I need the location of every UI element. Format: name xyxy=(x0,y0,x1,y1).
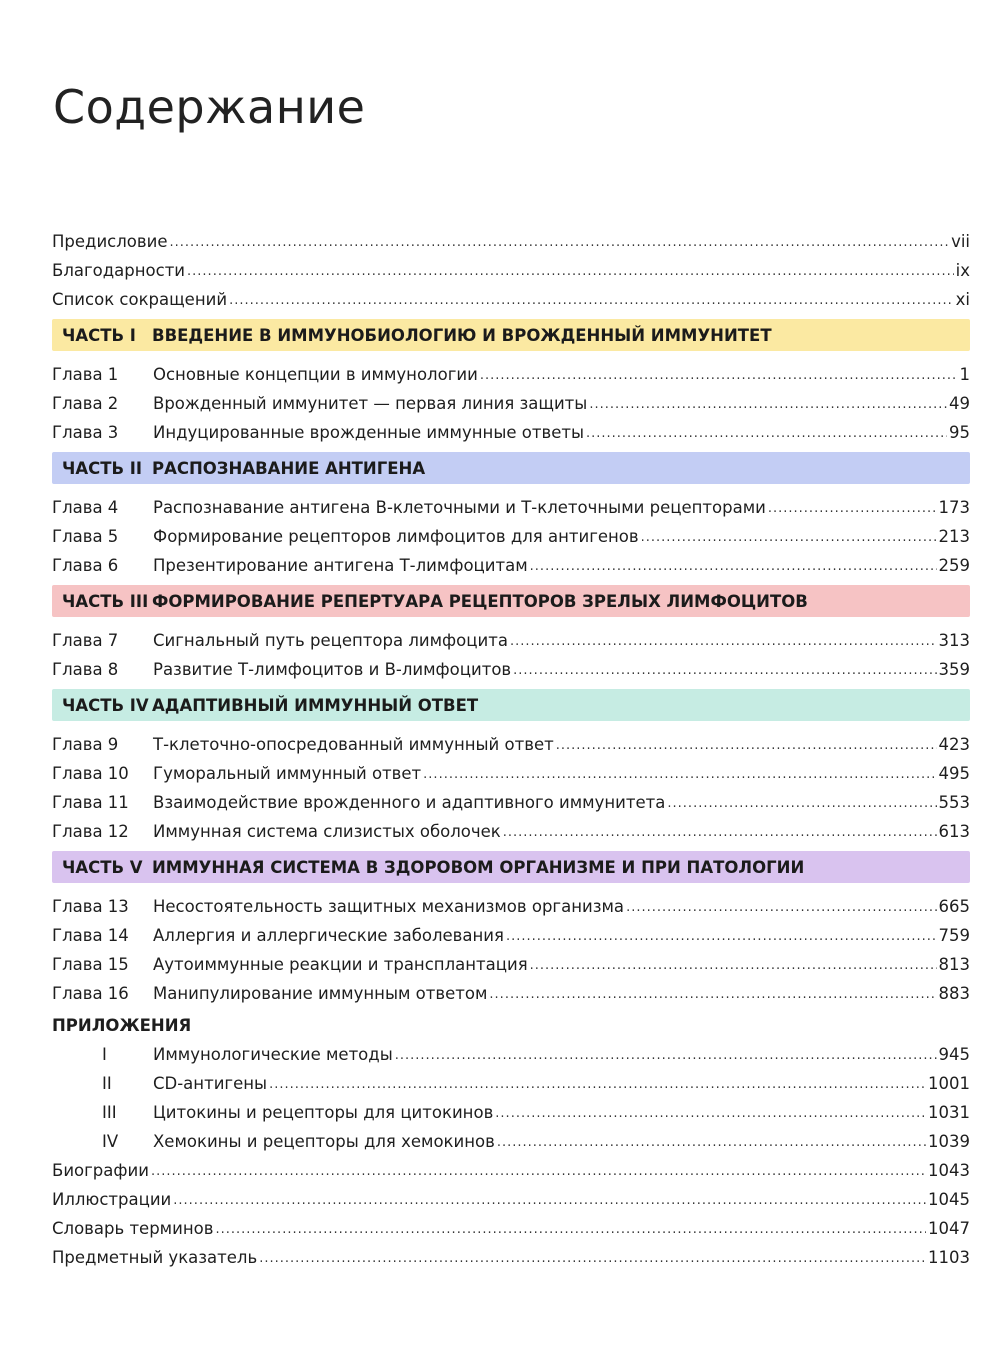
page-number: 613 xyxy=(938,822,970,841)
dot-leader xyxy=(259,1249,926,1269)
front-matter-entry[interactable] xyxy=(52,224,970,253)
entry-title: Развитие Т-лимфоцитов и В-лимфоцитов xyxy=(153,660,512,679)
part-title: ВВЕДЕНИЕ В ИММУНОБИОЛОГИЮ И ВРОЖДЕННЫЙ ИММУНИТЕТ xyxy=(152,325,772,345)
entry-title: Предисловие xyxy=(52,232,168,251)
page-number: 665 xyxy=(938,897,970,916)
page-number: 1047 xyxy=(928,1219,970,1238)
page-number: 1 xyxy=(959,365,970,384)
dot-leader xyxy=(513,661,936,681)
front-matter-entry[interactable] xyxy=(52,282,970,311)
part-header xyxy=(52,851,970,883)
back-matter-entry[interactable] xyxy=(52,1153,970,1182)
dot-leader xyxy=(151,1162,926,1182)
entry-label: Глава 11 xyxy=(52,793,129,812)
entry-title: Благодарности xyxy=(52,261,186,280)
entry-title: Иммунная система слизистых оболочек xyxy=(153,822,501,841)
entry-label: Глава 15 xyxy=(52,955,129,974)
appendices-heading: ПРИЛОЖЕНИЯ xyxy=(52,1016,192,1035)
chapter-entry[interactable] xyxy=(52,727,970,756)
part-header xyxy=(52,585,970,617)
entry-title: Формирование рецепторов лимфоцитов для антигенов xyxy=(153,527,639,546)
dot-leader xyxy=(229,291,954,311)
chapter-entry[interactable] xyxy=(52,490,970,519)
dot-leader xyxy=(589,395,947,415)
dot-leader xyxy=(530,557,937,577)
chapter-entry[interactable] xyxy=(52,756,970,785)
entry-label: Глава 2 xyxy=(52,394,119,413)
page-number: 49 xyxy=(949,394,970,413)
entry-title: Хемокины и рецепторы для хемокинов xyxy=(153,1132,495,1151)
appendix-entry[interactable] xyxy=(52,1066,970,1095)
part-title: ФОРМИРОВАНИЕ РЕПЕРТУАРА РЕЦЕПТОРОВ ЗРЕЛЫХ ЛИМФОЦИТОВ xyxy=(152,591,808,611)
page-number: 1045 xyxy=(928,1190,970,1209)
entry-title: Взаимодействие врожденного и адаптивного иммунитета xyxy=(153,793,666,812)
page-number: ix xyxy=(955,261,970,280)
entry-label: Глава 7 xyxy=(52,631,119,650)
chapter-entry[interactable] xyxy=(52,623,970,652)
dot-leader xyxy=(215,1220,926,1240)
appendix-entry[interactable] xyxy=(52,1124,970,1153)
entry-label: I xyxy=(102,1045,107,1064)
entry-label: III xyxy=(102,1103,117,1122)
entry-title: Основные концепции в иммунологии xyxy=(153,365,478,384)
dot-leader xyxy=(497,1133,926,1153)
dot-leader xyxy=(586,424,947,444)
dot-leader xyxy=(480,366,958,386)
dot-leader xyxy=(269,1075,926,1095)
entry-label: IV xyxy=(102,1132,119,1151)
dot-leader xyxy=(626,898,936,918)
entry-title: Биографии xyxy=(52,1161,149,1180)
page-number: 259 xyxy=(938,556,970,575)
entry-label: Глава 10 xyxy=(52,764,129,783)
entry-label: Глава 14 xyxy=(52,926,129,945)
page-number: vii xyxy=(951,232,970,251)
entry-label: Глава 12 xyxy=(52,822,129,841)
chapter-entry[interactable] xyxy=(52,548,970,577)
entry-label: Глава 5 xyxy=(52,527,119,546)
back-matter-entry[interactable] xyxy=(52,1211,970,1240)
dot-leader xyxy=(169,233,949,253)
part-title: РАСПОЗНАВАНИЕ АНТИГЕНА xyxy=(152,458,426,478)
entry-title: Индуцированные врожденные иммунные ответы xyxy=(153,423,584,442)
entry-label: Глава 3 xyxy=(52,423,119,442)
dot-leader xyxy=(187,262,954,282)
part-label: ЧАСТЬ III xyxy=(62,591,149,611)
page-number: 1039 xyxy=(928,1132,970,1151)
page-number: 213 xyxy=(938,527,970,546)
chapter-entry[interactable] xyxy=(52,357,970,386)
dot-leader xyxy=(395,1046,937,1066)
page-title: Содержание xyxy=(53,80,366,134)
entry-title: Врожденный иммунитет — первая линия защиты xyxy=(153,394,588,413)
entry-title: Словарь терминов xyxy=(52,1219,214,1238)
page-number: 1031 xyxy=(928,1103,970,1122)
entry-label: Глава 8 xyxy=(52,660,119,679)
chapter-entry[interactable] xyxy=(52,976,970,1005)
chapter-entry[interactable] xyxy=(52,519,970,548)
entry-title: Распознавание антигена В-клеточными и Т-клеточными рецепторами xyxy=(153,498,766,517)
page-number: 813 xyxy=(938,955,970,974)
entry-title: Гуморальный иммунный ответ xyxy=(153,764,422,783)
chapter-entry[interactable] xyxy=(52,814,970,843)
entry-label: Глава 4 xyxy=(52,498,119,517)
entry-label: Глава 16 xyxy=(52,984,129,1003)
entry-title: Иммунологические методы xyxy=(153,1045,393,1064)
entry-label: II xyxy=(102,1074,112,1093)
chapter-entry[interactable] xyxy=(52,889,970,918)
part-header xyxy=(52,319,970,351)
dot-leader xyxy=(768,499,937,519)
part-label: ЧАСТЬ IV xyxy=(62,695,149,715)
page-number: 359 xyxy=(938,660,970,679)
entry-title: Цитокины и рецепторы для цитокинов xyxy=(153,1103,494,1122)
page-number: 313 xyxy=(938,631,970,650)
appendix-entry[interactable] xyxy=(52,1095,970,1124)
entry-title: Предметный указатель xyxy=(52,1248,258,1267)
page-number: 423 xyxy=(938,735,970,754)
part-header xyxy=(52,689,970,721)
entry-title: Т-клеточно-опосредованный иммунный ответ xyxy=(153,735,554,754)
page-number: 945 xyxy=(938,1045,970,1064)
entry-title: CD-антигены xyxy=(153,1074,268,1093)
appendix-entry[interactable] xyxy=(52,1037,970,1066)
entry-label: Глава 1 xyxy=(52,365,119,384)
chapter-entry[interactable] xyxy=(52,386,970,415)
part-label: ЧАСТЬ II xyxy=(62,458,143,478)
page-number: 1043 xyxy=(928,1161,970,1180)
dot-leader xyxy=(510,632,937,652)
dot-leader xyxy=(173,1191,926,1211)
page-number: 883 xyxy=(938,984,970,1003)
dot-leader xyxy=(530,956,937,976)
dot-leader xyxy=(641,528,937,548)
part-label: ЧАСТЬ I xyxy=(62,325,136,345)
chapter-entry[interactable] xyxy=(52,785,970,814)
chapter-entry[interactable] xyxy=(52,652,970,681)
part-header xyxy=(52,452,970,484)
page-number: 495 xyxy=(938,764,970,783)
entry-title: Презентирование антигена Т-лимфоцитам xyxy=(153,556,528,575)
part-title: АДАПТИВНЫЙ ИММУННЫЙ ОТВЕТ xyxy=(152,695,479,715)
page-number: xi xyxy=(955,290,970,309)
entry-title: Аллергия и аллергические заболевания xyxy=(153,926,504,945)
entry-title: Список сокращений xyxy=(52,290,228,309)
entry-label: Глава 9 xyxy=(52,735,119,754)
dot-leader xyxy=(506,927,937,947)
entry-title: Иллюстрации xyxy=(52,1190,172,1209)
back-matter-entry[interactable] xyxy=(52,1182,970,1211)
entry-title: Аутоиммунные реакции и трансплантация xyxy=(153,955,528,974)
front-matter-entry[interactable] xyxy=(52,253,970,282)
entry-title: Манипулирование иммунным ответом xyxy=(153,984,488,1003)
page-number: 553 xyxy=(938,793,970,812)
entry-title: Сигнальный путь рецептора лимфоцита xyxy=(153,631,508,650)
entry-title: Несостоятельность защитных механизмов организма xyxy=(153,897,625,916)
dot-leader xyxy=(489,985,936,1005)
part-title: ИММУННАЯ СИСТЕМА В ЗДОРОВОМ ОРГАНИЗМЕ И ПРИ ПАТОЛОГИИ xyxy=(152,857,805,877)
chapter-entry[interactable] xyxy=(52,947,970,976)
dot-leader xyxy=(495,1104,926,1124)
table-of-contents xyxy=(52,224,970,1269)
page-number: 1001 xyxy=(928,1074,970,1093)
entry-label: Глава 6 xyxy=(52,556,119,575)
dot-leader xyxy=(423,765,936,785)
chapter-entry[interactable] xyxy=(52,415,970,444)
page-number: 95 xyxy=(949,423,970,442)
page-number: 759 xyxy=(938,926,970,945)
dot-leader xyxy=(556,736,937,756)
chapter-entry[interactable] xyxy=(52,918,970,947)
page-number: 1103 xyxy=(928,1248,970,1267)
page-number: 173 xyxy=(938,498,970,517)
dot-leader xyxy=(667,794,936,814)
entry-label: Глава 13 xyxy=(52,897,129,916)
back-matter-entry[interactable] xyxy=(52,1240,970,1269)
part-label: ЧАСТЬ V xyxy=(62,857,143,877)
dot-leader xyxy=(503,823,937,843)
